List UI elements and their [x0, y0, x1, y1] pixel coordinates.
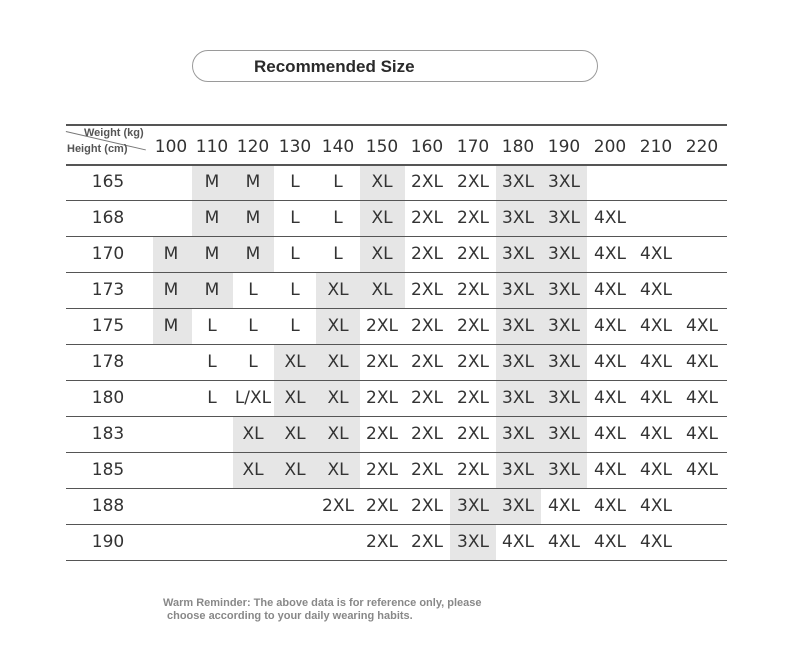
size-cell: 2XL [366, 388, 398, 408]
size-cell: 3XL [502, 352, 534, 372]
size-cell: 4XL [640, 424, 672, 444]
size-cell: M [245, 172, 261, 192]
size-cell: 2XL [322, 496, 354, 516]
corner-header [66, 124, 154, 164]
size-cell: XL [327, 388, 349, 408]
weight-header-cell: 200 [593, 137, 627, 157]
size-cell: 3XL [502, 496, 534, 516]
size-cell: 4XL [686, 424, 718, 444]
size-cell: 4XL [640, 352, 672, 372]
size-cell: XL [242, 424, 264, 444]
size-cell: 4XL [502, 532, 534, 552]
weight-header-cell: 100 [154, 137, 188, 157]
size-cell: 3XL [502, 280, 534, 300]
size-cell: 2XL [411, 424, 443, 444]
size-cell: 2XL [366, 496, 398, 516]
size-cell: L [248, 280, 258, 300]
size-cell: XL [327, 352, 349, 372]
size-cell: M [163, 244, 179, 264]
size-cell: XL [284, 352, 306, 372]
size-cell: 2XL [411, 352, 443, 372]
size-cell: XL [284, 460, 306, 480]
size-cell: XL [327, 460, 349, 480]
size-cell: 2XL [457, 316, 489, 336]
size-cell: M [163, 316, 179, 336]
table-rule [66, 560, 727, 561]
size-cell: 4XL [686, 460, 718, 480]
size-cell: 4XL [548, 532, 580, 552]
size-cell: 2XL [411, 532, 443, 552]
size-cell: 4XL [594, 244, 626, 264]
size-cell: 4XL [594, 316, 626, 336]
size-cell: 4XL [640, 460, 672, 480]
weight-header-cell: 150 [365, 137, 399, 157]
size-cell: 4XL [594, 424, 626, 444]
size-cell: 3XL [457, 496, 489, 516]
height-row-label: 190 [91, 532, 125, 552]
size-cell: 2XL [366, 532, 398, 552]
size-cell: XL [371, 244, 393, 264]
height-row-label: 173 [91, 280, 125, 300]
size-cell: 2XL [457, 388, 489, 408]
size-cell: XL [371, 280, 393, 300]
size-cell: 2XL [366, 460, 398, 480]
size-cell: 2XL [457, 460, 489, 480]
size-cell: 2XL [411, 460, 443, 480]
height-axis-label: Height (cm) [67, 143, 128, 155]
size-cell: L [248, 316, 258, 336]
size-cell: 4XL [686, 316, 718, 336]
size-cell: M [163, 280, 179, 300]
size-cell: 4XL [640, 316, 672, 336]
size-cell: XL [284, 424, 306, 444]
weight-axis-label: Weight (kg) [84, 127, 144, 139]
size-cell: 2XL [366, 424, 398, 444]
size-cell: XL [327, 280, 349, 300]
size-cell: L [207, 352, 217, 372]
size-cell: 2XL [457, 424, 489, 444]
size-cell: 2XL [457, 280, 489, 300]
height-row-label: 175 [91, 316, 125, 336]
size-cell: 3XL [548, 388, 580, 408]
size-cell: M [204, 172, 220, 192]
weight-header-cell: 190 [547, 137, 581, 157]
size-cell: 3XL [502, 424, 534, 444]
size-cell: L [207, 388, 217, 408]
size-cell: 4XL [640, 280, 672, 300]
size-cell: 2XL [411, 388, 443, 408]
size-cell: L [290, 316, 300, 336]
size-cell: 3XL [502, 244, 534, 264]
size-cell: XL [242, 460, 264, 480]
size-cell: 3XL [548, 352, 580, 372]
size-cell: 2XL [366, 316, 398, 336]
size-cell: L/XL [234, 388, 272, 408]
size-cell: L [290, 172, 300, 192]
size-cell: 3XL [502, 388, 534, 408]
size-cell: L [333, 208, 343, 228]
size-cell: M [204, 280, 220, 300]
size-cell: 4XL [686, 388, 718, 408]
size-cell: 3XL [548, 424, 580, 444]
warm-reminder-note [163, 597, 482, 623]
height-row-label: 183 [91, 424, 125, 444]
size-cell: XL [371, 208, 393, 228]
size-table [66, 124, 727, 560]
height-row-label: 168 [91, 208, 125, 228]
size-cell: 2XL [411, 208, 443, 228]
height-row-label: 188 [91, 496, 125, 516]
size-cell: 3XL [457, 532, 489, 552]
size-cell: 3XL [548, 208, 580, 228]
size-cell: 2XL [411, 244, 443, 264]
size-cell: L [290, 208, 300, 228]
size-cell: 3XL [502, 172, 534, 192]
size-cell: 3XL [502, 208, 534, 228]
size-cell: XL [284, 388, 306, 408]
size-cell: M [204, 208, 220, 228]
size-cell: L [333, 244, 343, 264]
size-cell: 3XL [548, 172, 580, 192]
size-cell: 2XL [411, 280, 443, 300]
size-cell: 3XL [502, 460, 534, 480]
size-cell: 2XL [457, 208, 489, 228]
size-cell: 2XL [411, 316, 443, 336]
size-cell: 4XL [640, 388, 672, 408]
size-cell: 4XL [640, 496, 672, 516]
size-cell: 4XL [686, 352, 718, 372]
note-line-2: choose according to your daily wearing habits. [167, 610, 413, 622]
weight-header-cell: 110 [195, 137, 229, 157]
size-cell: L [333, 172, 343, 192]
weight-header-cell: 130 [278, 137, 312, 157]
size-cell: 3XL [548, 244, 580, 264]
height-row-label: 185 [91, 460, 125, 480]
size-cell: M [245, 244, 261, 264]
height-row-label: 165 [91, 172, 125, 192]
weight-header-cell: 180 [501, 137, 535, 157]
size-cell: XL [327, 316, 349, 336]
table-rule [66, 124, 727, 126]
page-title: Recommended Size [254, 57, 415, 76]
height-row-label: 180 [91, 388, 125, 408]
size-cell: 2XL [411, 496, 443, 516]
size-cell: M [204, 244, 220, 264]
size-cell: 4XL [594, 460, 626, 480]
size-cell: XL [327, 424, 349, 444]
size-cell: 4XL [594, 532, 626, 552]
weight-header-cell: 160 [410, 137, 444, 157]
size-cell: 4XL [640, 244, 672, 264]
size-cell: 4XL [594, 208, 626, 228]
height-row-label: 170 [91, 244, 125, 264]
size-cell: M [245, 208, 261, 228]
weight-header-cell: 170 [456, 137, 490, 157]
size-cell: 3XL [548, 280, 580, 300]
size-cell: 2XL [366, 352, 398, 372]
size-cell: 3XL [502, 316, 534, 336]
size-cell: L [290, 280, 300, 300]
size-cell: XL [371, 172, 393, 192]
size-cell: 3XL [548, 460, 580, 480]
size-cell: 4XL [594, 388, 626, 408]
size-cell: 2XL [457, 244, 489, 264]
size-cell: 4XL [594, 496, 626, 516]
note-line-1: Warm Reminder: The above data is for reference only, please [163, 597, 482, 609]
size-cell: 2XL [457, 172, 489, 192]
weight-header-cell: 210 [639, 137, 673, 157]
size-cell: 4XL [594, 280, 626, 300]
weight-header-cell: 120 [236, 137, 270, 157]
size-cell: 2XL [411, 172, 443, 192]
size-cell: L [207, 316, 217, 336]
size-cell: L [290, 244, 300, 264]
size-cell: 3XL [548, 316, 580, 336]
weight-header-cell: 140 [321, 137, 355, 157]
weight-header-cell: 220 [685, 137, 719, 157]
size-cell: L [248, 352, 258, 372]
size-cell: 4XL [640, 532, 672, 552]
size-cell: 4XL [548, 496, 580, 516]
height-row-label: 178 [91, 352, 125, 372]
size-cell: 2XL [457, 352, 489, 372]
size-cell: 4XL [594, 352, 626, 372]
